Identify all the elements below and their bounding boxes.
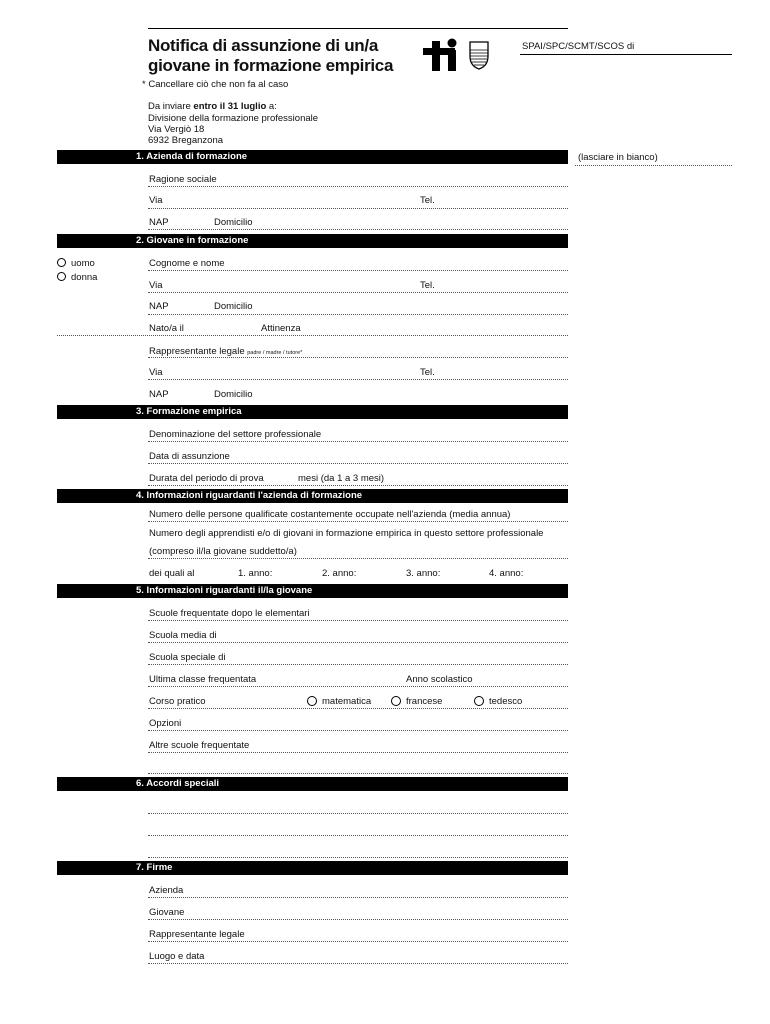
form-title-line1: Notifica di assunzione di un/a bbox=[148, 36, 378, 55]
section-1-title: 1. Azienda di formazione bbox=[136, 151, 248, 162]
ref-rule bbox=[520, 54, 732, 55]
domicilio-label-2: Domicilio bbox=[214, 301, 253, 312]
radio-circle-icon[interactable] bbox=[57, 258, 66, 267]
send-instructions bbox=[148, 101, 277, 112]
via-label-3: Via bbox=[149, 367, 163, 378]
address-block bbox=[148, 113, 318, 146]
form-title-line2: giovane in formazione empirica bbox=[148, 56, 394, 75]
dei-quali-label: dei quali al bbox=[149, 568, 195, 579]
section-4-title: 4. Informazioni riguardanti l'azienda di formazione bbox=[136, 490, 363, 501]
num-apprendisti-field[interactable] bbox=[148, 557, 568, 559]
firma-rappresentante-label: Rappresentante legale bbox=[149, 929, 245, 940]
tedesco-radio-icon[interactable] bbox=[474, 696, 484, 706]
section-6-title: 6. Accordi speciali bbox=[136, 778, 220, 789]
via-tel-field[interactable] bbox=[148, 207, 568, 209]
durata-prova-label: Durata del periodo di prova bbox=[149, 473, 264, 484]
francese-label: francese bbox=[406, 696, 443, 707]
nap-label: NAP bbox=[149, 217, 169, 228]
via-tel-field-3[interactable] bbox=[148, 378, 568, 380]
scuola-media-label: Scuola media di bbox=[149, 630, 217, 641]
radio-circle-icon[interactable] bbox=[57, 272, 66, 281]
via-label-2: Via bbox=[149, 280, 163, 291]
send-deadline: entro il 31 luglio bbox=[193, 101, 267, 112]
donna-label: donna bbox=[71, 272, 98, 283]
corso-pratico-label: Corso pratico bbox=[149, 696, 206, 707]
uomo-label: uomo bbox=[71, 258, 95, 269]
tel-label-3: Tel. bbox=[420, 367, 435, 378]
firma-rappresentante-field[interactable] bbox=[148, 940, 568, 942]
send-prefix: Da inviare bbox=[148, 101, 194, 112]
section-3-header bbox=[57, 405, 568, 419]
ragione-sociale-label: Ragione sociale bbox=[149, 174, 217, 185]
firma-azienda-label: Azienda bbox=[149, 885, 184, 896]
scuole-dopo-field[interactable] bbox=[148, 619, 568, 621]
num-qualificate-label: Numero delle persone qualificate costantemente occupate nell'azienda (media annua) bbox=[149, 509, 511, 520]
settore-label: Denominazione del settore professionale bbox=[149, 429, 322, 440]
firma-giovane-field[interactable] bbox=[148, 918, 568, 920]
gender-female-option[interactable] bbox=[57, 272, 97, 283]
domicilio-label-3: Domicilio bbox=[214, 389, 253, 400]
nato-attinenza-field[interactable] bbox=[57, 334, 568, 336]
section-6-header bbox=[57, 777, 568, 791]
francese-radio-icon[interactable] bbox=[391, 696, 401, 706]
data-assunzione-field[interactable] bbox=[148, 462, 568, 464]
settore-field[interactable] bbox=[148, 440, 568, 442]
section-2-title: 2. Giovane in formazione bbox=[136, 235, 249, 246]
durata-prova-field[interactable] bbox=[148, 484, 568, 486]
luogo-data-field[interactable] bbox=[148, 962, 568, 964]
rappresentante-field[interactable] bbox=[148, 356, 568, 358]
header-rule bbox=[148, 28, 568, 29]
firma-giovane-label: Giovane bbox=[149, 907, 185, 918]
ultima-classe-label: Ultima classe frequentata bbox=[149, 674, 257, 685]
scuola-speciale-label: Scuola speciale di bbox=[149, 652, 226, 663]
cognome-nome-label: Cognome e nome bbox=[149, 258, 225, 269]
nap-domicilio-field-2[interactable] bbox=[148, 313, 568, 315]
accordi-line-3[interactable] bbox=[148, 856, 568, 858]
durata-mesi-label: mesi (da 1 a 3 mesi) bbox=[298, 473, 385, 484]
altre-scuole-field-2[interactable] bbox=[148, 772, 568, 774]
address-line: Via Vergiò 18 bbox=[148, 124, 205, 135]
ticino-logo-icon bbox=[422, 36, 466, 74]
gender-male-option[interactable] bbox=[57, 258, 95, 269]
attinenza-label: Attinenza bbox=[261, 323, 301, 334]
ragione-sociale-field[interactable] bbox=[148, 185, 568, 187]
nap-domicilio-field[interactable] bbox=[148, 228, 568, 230]
tel-label-2: Tel. bbox=[420, 280, 435, 291]
num-apprendisti-label: Numero degli apprendisti e/o di giovani in formazione empirica in questo settore professionale bbox=[149, 528, 544, 539]
scuola-speciale-field[interactable] bbox=[148, 663, 568, 665]
blank-field-line bbox=[575, 164, 732, 166]
anno4-label: 4. anno: bbox=[489, 568, 524, 579]
section-7-header bbox=[57, 861, 568, 875]
section-2-header bbox=[57, 234, 568, 248]
address-line: Divisione della formazione professionale bbox=[148, 113, 319, 124]
via-tel-field-2[interactable] bbox=[148, 291, 568, 293]
send-suffix: a: bbox=[266, 101, 277, 112]
section-5-header bbox=[57, 584, 568, 598]
accordi-line-1[interactable] bbox=[148, 812, 568, 814]
blank-note: (lasciare in bianco) bbox=[578, 152, 658, 163]
address-line: 6932 Breganzona bbox=[148, 135, 224, 146]
anno-scolastico-label: Anno scolastico bbox=[406, 674, 473, 685]
matematica-radio-icon[interactable] bbox=[307, 696, 317, 706]
num-qualificate-field[interactable] bbox=[148, 520, 568, 522]
rappresentante-options: padre / madre / tutore* bbox=[247, 350, 303, 356]
via-label: Via bbox=[149, 195, 163, 206]
firma-azienda-field[interactable] bbox=[148, 896, 568, 898]
matematica-label: matematica bbox=[322, 696, 372, 707]
altre-scuole-field[interactable] bbox=[148, 751, 568, 753]
compreso-label: (compreso il/la giovane suddetto/a) bbox=[149, 546, 297, 557]
nap-label-3: NAP bbox=[149, 389, 169, 400]
anno3-label: 3. anno: bbox=[406, 568, 441, 579]
opzioni-field[interactable] bbox=[148, 729, 568, 731]
nap-label-2: NAP bbox=[149, 301, 169, 312]
rappresentante-text: Rappresentante legale bbox=[149, 346, 245, 357]
reference-code: SPAI/SPC/SCMT/SCOS di bbox=[522, 41, 635, 52]
section-4-header bbox=[57, 489, 568, 503]
section-1-header bbox=[57, 150, 568, 164]
ticino-logo bbox=[422, 36, 466, 74]
ultima-classe-field[interactable] bbox=[148, 685, 568, 687]
corso-pratico-field[interactable] bbox=[148, 707, 568, 709]
anno2-label: 2. anno: bbox=[322, 568, 357, 579]
canton-shield-icon bbox=[468, 40, 490, 70]
domicilio-label: Domicilio bbox=[214, 217, 253, 228]
scuola-media-field[interactable] bbox=[148, 641, 568, 643]
section-3-title: 3. Formazione empirica bbox=[136, 406, 242, 417]
section-7-title: 7. Firme bbox=[136, 862, 173, 873]
tedesco-label: tedesco bbox=[489, 696, 523, 707]
scuole-dopo-label: Scuole frequentate dopo le elementari bbox=[149, 608, 310, 619]
cognome-nome-field[interactable] bbox=[148, 269, 568, 271]
anno1-label: 1. anno: bbox=[238, 568, 273, 579]
luogo-data-label: Luogo e data bbox=[149, 951, 205, 962]
altre-scuole-label: Altre scuole frequentate bbox=[149, 740, 250, 751]
nato-il-label: Nato/a il bbox=[149, 323, 184, 334]
opzioni-label: Opzioni bbox=[149, 718, 182, 729]
tel-label: Tel. bbox=[420, 195, 435, 206]
section-5-title: 5. Informazioni riguardanti il/la giovane bbox=[136, 585, 313, 596]
accordi-line-2[interactable] bbox=[148, 834, 568, 836]
deletion-note: * Cancellare ciò che non fa al caso bbox=[142, 79, 289, 90]
data-assunzione-label: Data di assunzione bbox=[149, 451, 230, 462]
